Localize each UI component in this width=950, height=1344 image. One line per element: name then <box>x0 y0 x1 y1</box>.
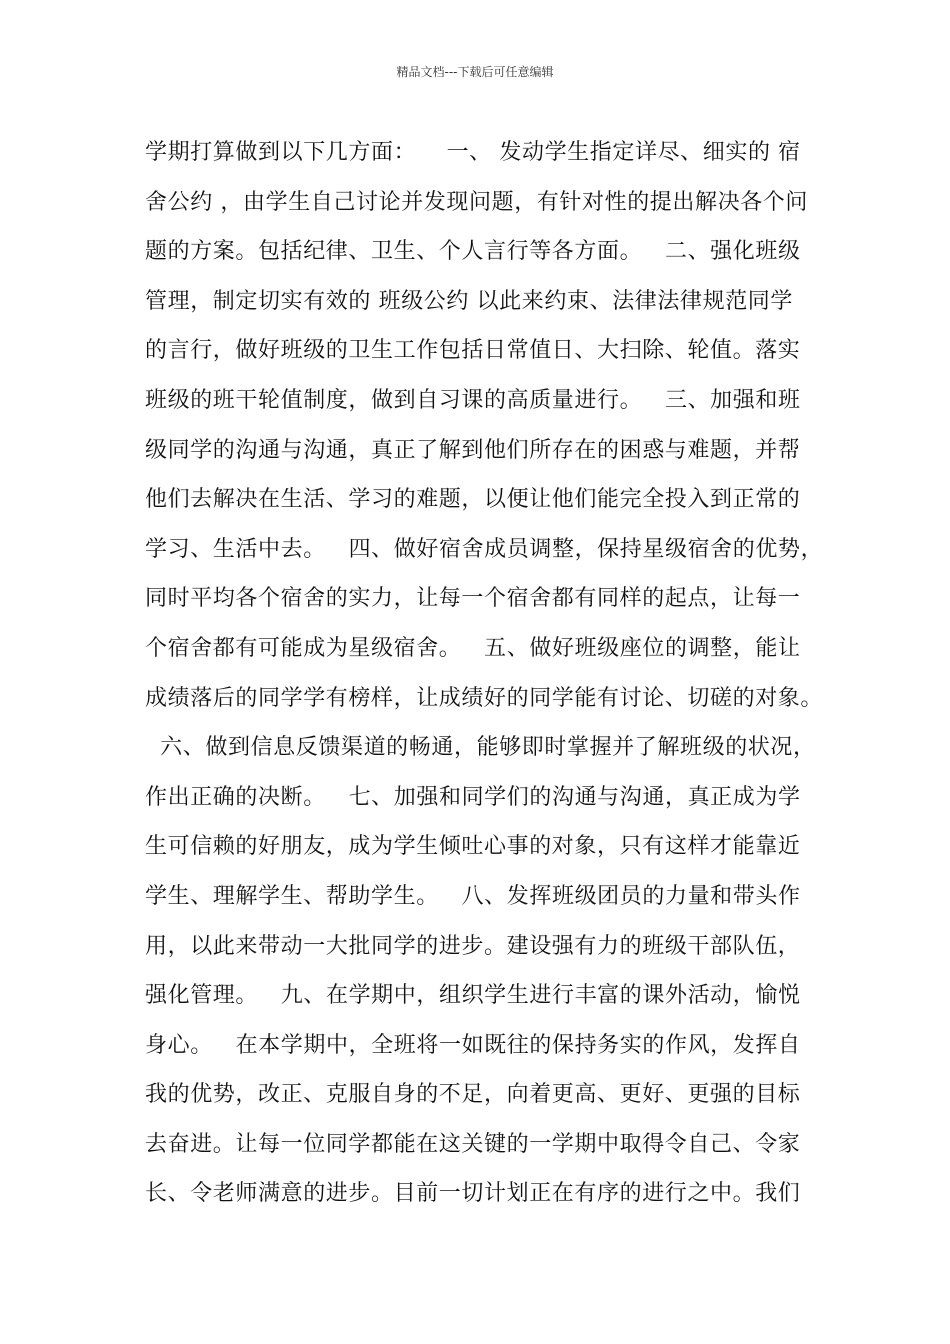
text-line: 同时平均各个宿舍的实力，让每一个宿舍都有同样的起点，让每一 <box>145 586 801 612</box>
text-line: 的言行，做好班级的卫生工作包括日常值日、大扫除、轮值。落实 <box>145 338 801 364</box>
page-header: 精品文档---下载后可任意编辑 <box>396 65 554 79</box>
text-line: 我的优势，改正、克服自身的不足，向着更高、更好、更强的目标 <box>145 1082 801 1108</box>
text-line: 去奋进。让每一位同学都能在这关键的一学期中取得令自己、令家 <box>145 1131 801 1157</box>
text-line: 用，以此来带动一大批同学的进步。建设强有力的班级干部队伍， <box>145 933 801 959</box>
text-line: 身心。 在本学期中，全班将一如既往的保持务实的作风，发挥自 <box>145 1032 801 1058</box>
text-line: 管理，制定切实有效的 班级公约 以此来约束、法律法律规范同学 <box>145 288 793 314</box>
text-line: 他们去解决在生活、学习的难题，以便让他们能完全投入到正常的 <box>145 487 801 513</box>
text-line: 舍公约 ，由学生自己讨论并发现问题，有针对性的提出解决各个问 <box>145 189 808 215</box>
text-line: 个宿舍都有可能成为星级宿舍。 五、做好班级座位的调整，能让 <box>145 635 801 661</box>
text-line: 学生、理解学生、帮助学生。 八、发挥班级团员的力量和带头作 <box>145 883 801 909</box>
text-line: 生可信赖的好朋友，成为学生倾吐心事的对象，只有这样才能靠近 <box>145 834 801 860</box>
text-line: 级同学的沟通与沟通，真正了解到他们所存在的困惑与难题，并帮 <box>145 437 801 463</box>
text-line: 学期打算做到以下几方面： 一、 发动学生指定详尽、细实的 宿 <box>145 140 801 165</box>
text-line: 班级的班干轮值制度，做到自习课的高质量进行。 三、加强和班 <box>145 387 801 413</box>
text-line: 强化管理。 九、在学期中，组织学生进行丰富的课外活动，愉悦 <box>145 983 801 1009</box>
text-line: 六、做到信息反馈渠道的畅通，能够即时掌握并了解班级的状况， <box>145 735 816 761</box>
text-line: 长、令老师满意的进步。目前一切计划正在有序的进行之中。我们 <box>145 1181 801 1207</box>
text-line: 学习、生活中去。 四、做好宿舍成员调整，保持星级宿舍的优势， <box>145 536 824 562</box>
text-line: 题的方案。包括纪律、卫生、个人言行等各方面。 二、强化班级 <box>145 239 801 265</box>
text-line: 作出正确的决断。 七、加强和同学们的沟通与沟通，真正成为学 <box>145 784 801 810</box>
text-line: 成绩落后的同学学有榜样，让成绩好的同学能有讨论、切磋的对象。 <box>145 685 824 711</box>
document-body <box>145 133 835 1224</box>
